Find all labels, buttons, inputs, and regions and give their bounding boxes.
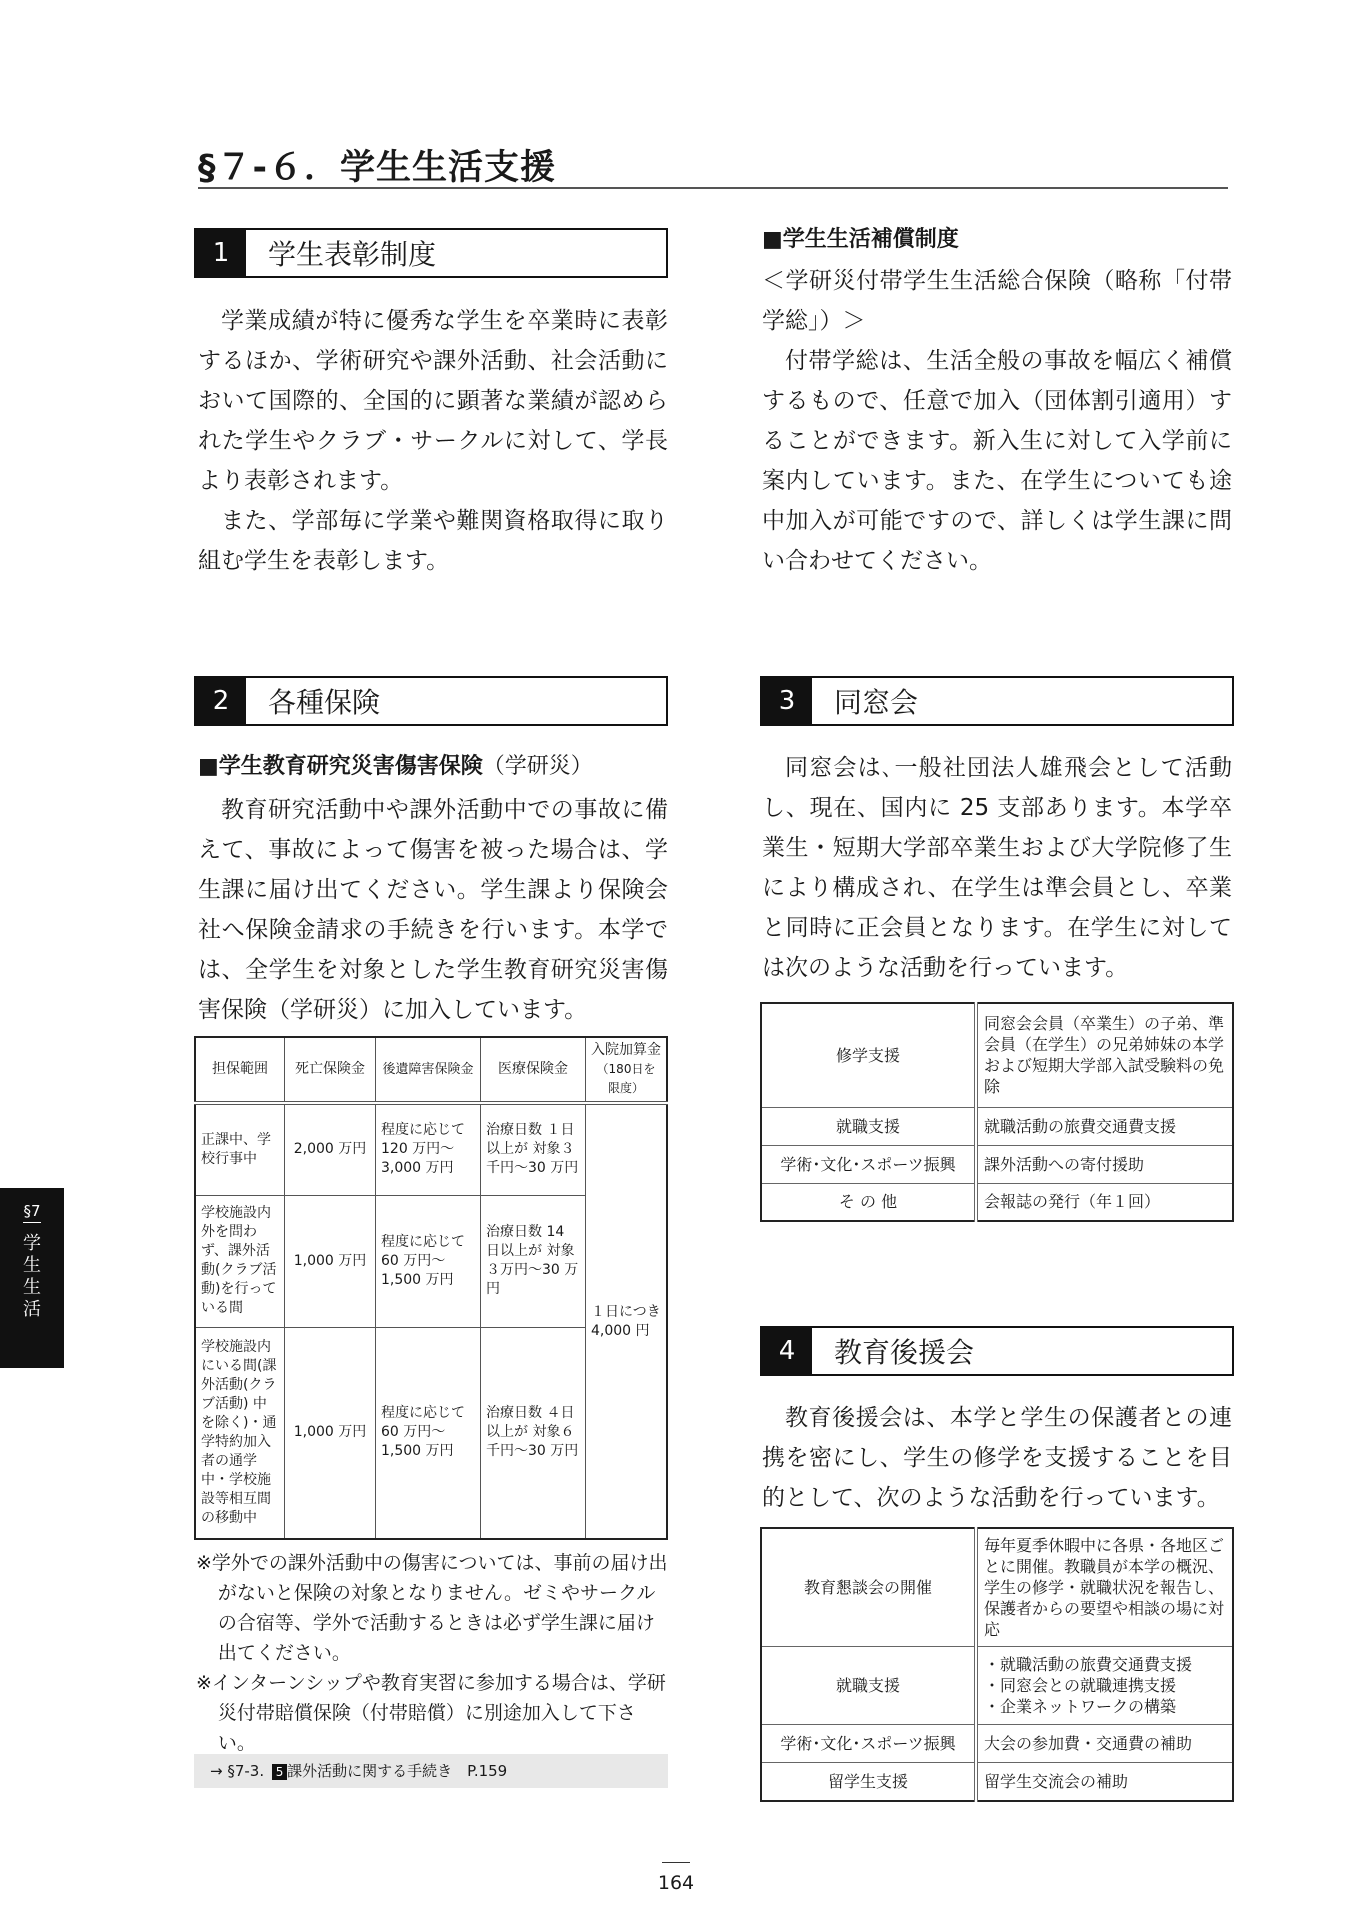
insurance-heading-suffix: （学研災） [482, 754, 593, 779]
table-cell: 学校施設内にいる間(課外活動(クラブ活動) 中を除く)・通学特約加入者の通学中・学校施設等相互間の移動中 [195, 1327, 285, 1539]
table-header [586, 1037, 668, 1103]
table-header-row [195, 1037, 667, 1103]
row-value: 就職活動の旅費交通費支援 [976, 1107, 1233, 1145]
table-row [761, 1725, 1233, 1763]
table-row [761, 1003, 1233, 1107]
reference-number-badge: 5 [272, 1764, 287, 1780]
table-cell: 程度に応じて 120 万円～3,000 万円 [376, 1103, 481, 1195]
row-label: 学術･文化･スポーツ振興 [761, 1725, 976, 1763]
section-4-number: 4 [762, 1328, 812, 1374]
row-label: 教育懇談会の開催 [761, 1528, 976, 1647]
page-number: 164 [657, 1872, 695, 1894]
support-association-table [760, 1527, 1234, 1802]
page-number-rule [662, 1862, 690, 1863]
row-value: 大会の参加費・交通費の補助 [976, 1725, 1233, 1763]
section-2-number: 2 [196, 678, 246, 724]
section-3-title: 同窓会 [834, 686, 919, 719]
row-label: そ の 他 [761, 1183, 976, 1221]
table-cell: 程度に応じて 60 万円～1,500 万円 [376, 1327, 481, 1539]
table-cell: １日につき 4,000 円 [586, 1103, 668, 1539]
hospital-header-note: （180日を限度） [596, 1062, 656, 1095]
insurance-heading [198, 750, 668, 784]
section-3-number: 3 [762, 678, 812, 724]
compensation-paragraph: 付帯学総は、生活全般の事故を幅広く補償するもので、任意で加入（団体割引適用）することができます。新入生に対して入学前に案内しています。また、在学生についても途中加入が可能ですので、詳しくは学生課に問い合わせてください。 [762, 348, 1232, 574]
table-row [761, 1763, 1233, 1801]
section-4-title: 教育後援会 [834, 1336, 975, 1369]
section-3-paragraph: 同窓会は､一般社団法人雄飛会として活動し、現在、国内に 25 支部あります。本学卒業生・短期大学部卒業生および大学院修了生により構成され、在学生は準会員とし、卒業と同時に正会員となります。在学生に対しては次のような活動を行っています。 [762, 755, 1232, 981]
table-cell: 1,000 万円 [285, 1195, 376, 1327]
note-item: ※学外での課外活動中の傷害については、事前の届け出がないと保険の対象となりません。ゼミやサークルの合宿等、学外で活動するときは必ず学生課に届け出てください。 [196, 1552, 668, 1664]
page-title: §７-６．学生生活支援 [198, 148, 557, 188]
table-header: 医療保険金 [481, 1037, 586, 1103]
alumni-activities-table [760, 1002, 1234, 1222]
section-1-number: 1 [196, 230, 246, 276]
insurance-notes [196, 1548, 668, 1758]
table-header: 死亡保険金 [285, 1037, 376, 1103]
table-header: 後遺障害保険金 [376, 1037, 481, 1103]
table-row [761, 1528, 1233, 1647]
row-value: 同窓会会員（卒業生）の子弟、準会員（在学生）の兄弟姉妹の本学および短期大学部入試受験料の免除 [976, 1003, 1233, 1107]
section-2-title: 各種保険 [268, 686, 381, 719]
row-label: 学術･文化･スポーツ振興 [761, 1145, 976, 1183]
insurance-paragraph: 教育研究活動中や課外活動中での事故に備えて、事故によって傷害を被った場合は、学生課に届け出てください。学生課より保険会社へ保険金請求の手続きを行います。本学では、全学生を対象とした学生教育研究災害傷害保険（学研災）に加入しています。 [198, 797, 668, 1023]
table-cell: 程度に応じて 60 万円～1,500 万円 [376, 1195, 481, 1327]
table-cell: 学校施設内外を問わず、課外活動(クラブ活動)を行っている間 [195, 1195, 285, 1327]
insurance-heading-text: ■学生教育研究災害傷害保険 [198, 754, 483, 779]
section-1-body [198, 301, 668, 581]
row-value: 留学生交流会の補助 [976, 1763, 1233, 1801]
side-tab-label: 学生生活 [23, 1233, 41, 1320]
compensation-subtitle: ＜学研災付帯学生生活総合保険（略称「付帯学総」）＞ [762, 268, 1232, 334]
row-value: 課外活動への寄付援助 [976, 1145, 1233, 1183]
row-value: ・就職活動の旅費交通費支援 ・同窓会との就職連携支援 ・企業ネットワークの構築 [976, 1647, 1233, 1725]
section-4-body [762, 1398, 1232, 1518]
section-3-header [760, 676, 1234, 726]
compensation-body [762, 261, 1232, 581]
chapter-side-tab [0, 1188, 64, 1368]
section-1-header [194, 228, 668, 278]
section-4-paragraph: 教育後援会は、本学と学生の保護者との連携を密にし、学生の修学を支援することを目的として、次のような活動を行っています。 [762, 1405, 1232, 1511]
section-4-header [760, 1326, 1234, 1376]
row-label: 修学支援 [761, 1003, 976, 1107]
reference-text: 課外活動に関する手続き P.159 [287, 1762, 508, 1780]
table-cell: 治療日数 14 日以上が 対象３万円～30 万円 [481, 1195, 586, 1327]
table-cell: 2,000 万円 [285, 1103, 376, 1195]
reference-arrow: → §7-3. [210, 1762, 265, 1780]
row-value: 毎年夏季休暇中に各県・各地区ごとに開催。教職員が本学の概況、学生の修学・就職状況を報告し、保護者からの要望や相談の場に対応 [976, 1528, 1233, 1647]
table-cell: 治療日数 ４日以上が 対象６千円～30 万円 [481, 1327, 586, 1539]
insurance-body [198, 790, 668, 1030]
insurance-table [194, 1036, 668, 1540]
table-row [761, 1183, 1233, 1221]
note-item: ※インターンシップや教育実習に参加する場合は、学研災付帯賠償保険（付帯賠償）に別途加入して下さい。 [196, 1672, 666, 1754]
row-value: 会報誌の発行（年１回） [976, 1183, 1233, 1221]
side-tab-section: §7 [23, 1202, 40, 1223]
section-1-paragraph: また、学部毎に学業や難関資格取得に取り組む学生を表彰します。 [198, 508, 668, 574]
table-row [761, 1145, 1233, 1183]
table-cell: 正課中、学校行事中 [195, 1103, 285, 1195]
table-cell: 治療日数 １日以上が 対象３千円～30 万円 [481, 1103, 586, 1195]
hospital-header: 入院加算金 [591, 1042, 661, 1058]
table-header: 担保範囲 [195, 1037, 285, 1103]
section-3-body [762, 748, 1232, 988]
row-label: 就職支援 [761, 1647, 976, 1725]
table-row [195, 1103, 667, 1195]
table-row [761, 1647, 1233, 1725]
row-label: 留学生支援 [761, 1763, 976, 1801]
reference-link[interactable] [194, 1754, 668, 1788]
title-divider [198, 187, 1228, 189]
section-2-header [194, 676, 668, 726]
table-row [761, 1107, 1233, 1145]
table-cell: 1,000 万円 [285, 1327, 376, 1539]
row-label: 就職支援 [761, 1107, 976, 1145]
compensation-heading: ■学生生活補償制度 [762, 227, 959, 252]
section-1-paragraph: 学業成績が特に優秀な学生を卒業時に表彰するほか、学術研究や課外活動、社会活動において国際的、全国的に顕著な業績が認められた学生やクラブ・サークルに対して、学長より表彰されます。 [198, 308, 668, 494]
section-1-title: 学生表彰制度 [268, 238, 437, 271]
